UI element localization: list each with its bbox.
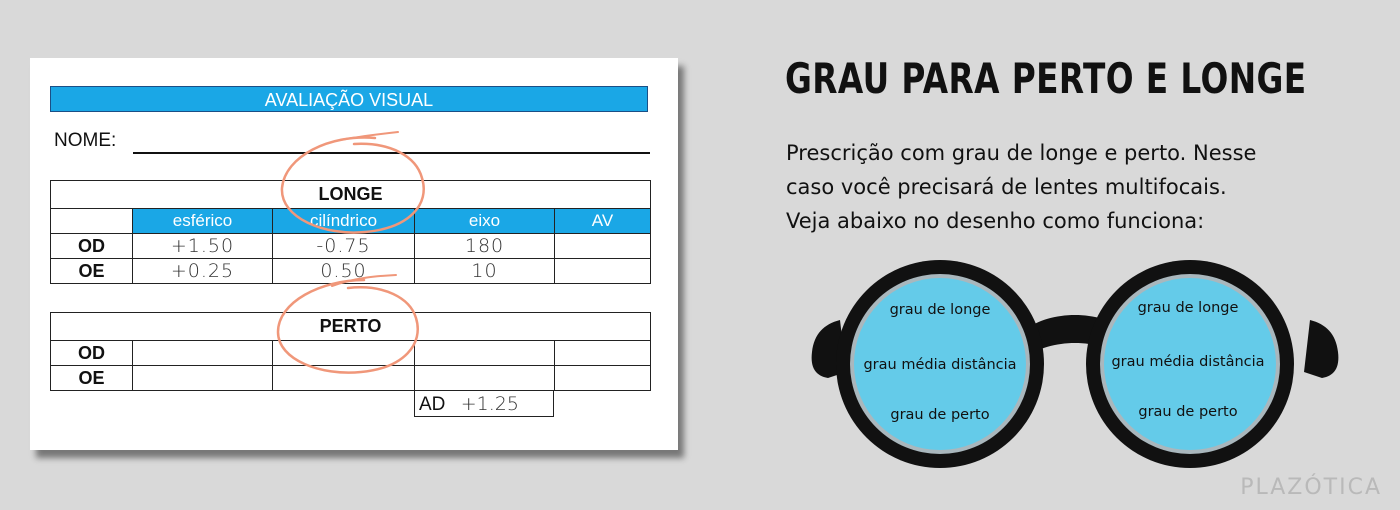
left-lens-longe: grau de longe [889, 302, 991, 318]
table-cell [555, 341, 651, 366]
table-cell [415, 341, 555, 366]
description [786, 136, 1346, 238]
glasses-icon [810, 260, 1340, 500]
card-banner: AVALIAÇÃO VISUAL [50, 86, 648, 112]
row-eye-label: OD [51, 341, 133, 366]
col-esferico: esférico [133, 209, 273, 234]
od-cilindrico: -0.75 [273, 234, 415, 259]
table-row [51, 234, 651, 259]
table-cell [133, 341, 273, 366]
description-line: caso você precisará de lentes multifocais. [786, 175, 1227, 199]
longe-table [50, 180, 651, 284]
table-cell [415, 366, 555, 391]
name-line [133, 152, 650, 154]
table-cell [273, 366, 415, 391]
page-title: GRAU PARA PERTO E LONGE [785, 54, 1307, 103]
prescription-card [30, 58, 678, 450]
right-lens-longe: grau de longe [1137, 300, 1239, 316]
table-cell [555, 366, 651, 391]
table-row [51, 366, 651, 391]
od-eixo: 180 [415, 234, 555, 259]
row-eye-label: OD [51, 234, 133, 259]
description-line: Veja abaixo no desenho como funciona: [786, 209, 1205, 233]
oe-av [555, 259, 651, 284]
table-row [51, 341, 651, 366]
left-lens-media: grau média distância [863, 357, 1017, 373]
oe-esferico: +0.25 [133, 259, 273, 284]
table-cell [273, 341, 415, 366]
col-cilindrico: cilíndrico [273, 209, 415, 234]
table-cell [133, 366, 273, 391]
description-line: Prescrição com grau de longe e perto. Nesse [786, 141, 1257, 165]
perto-table [50, 312, 651, 391]
left-lens-perto: grau de perto [890, 407, 990, 423]
table-row [51, 259, 651, 284]
od-esferico: +1.50 [133, 234, 273, 259]
ad-label: AD [419, 394, 446, 415]
oe-cilindrico: 0.50 [273, 259, 415, 284]
row-eye-label: OE [51, 259, 133, 284]
row-eye-label: OE [51, 366, 133, 391]
col-eixo: eixo [415, 209, 555, 234]
longe-title: LONGE [51, 181, 651, 209]
ad-value: +1.25 [460, 393, 519, 415]
col-av: AV [555, 209, 651, 234]
oe-eixo: 10 [415, 259, 555, 284]
right-lens-perto: grau de perto [1138, 404, 1238, 420]
od-av [555, 234, 651, 259]
right-lens-media: grau média distância [1111, 354, 1265, 370]
ad-box [414, 391, 554, 417]
brand-watermark: PLAZÓTICA [1240, 475, 1382, 500]
empty-corner-cell [51, 209, 133, 234]
name-label: NOME: [54, 130, 117, 151]
perto-title: PERTO [51, 313, 651, 341]
